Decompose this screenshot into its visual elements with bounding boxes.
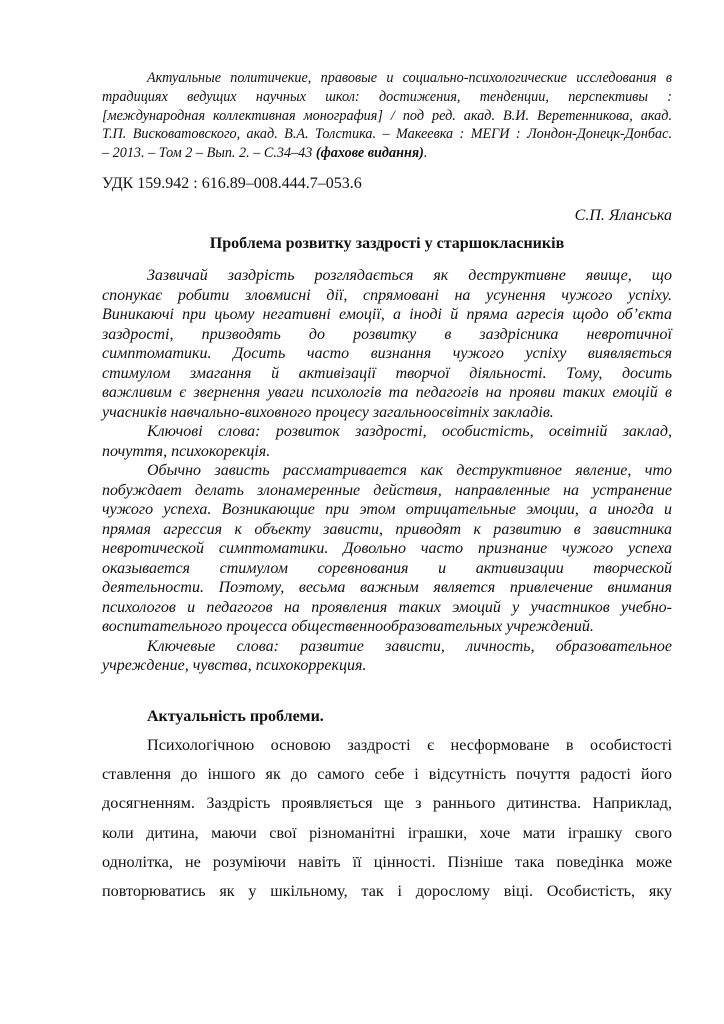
- body-line: Психологічною основою заздрості є несформоване в особистості: [147, 736, 672, 754]
- body-line: досягненням. Заздрість проявляється ще з раннього дитинства. Наприклад,: [102, 794, 672, 813]
- keywords-uk-line: почуття, психокорекція.: [102, 442, 271, 460]
- citation-line: Т.П. Висковатовского, акад. В.А. Толстика. – Макеевка : МЕГИ : Лондон-Донецк-Донбас.: [102, 126, 672, 142]
- abstract-ru-line: побуждает делать злонамеренные действия, направленные на устранение: [102, 481, 672, 499]
- abstract-uk-line: симптоматики. Досить часто визнання чужого успіху виявляється: [102, 345, 672, 362]
- abstract-uk-line: важливим є звернення уваги психологів та педагогів на прояви таких емоцій в: [102, 384, 672, 401]
- citation-punct: .: [423, 145, 428, 161]
- citation-source: – 2013. – Том 2 – Вып. 2. – С.34–43: [102, 145, 316, 161]
- keywords-ru-line: Ключевые слова: развитие зависти, личность, образовательное: [147, 637, 672, 655]
- abstract-ru-line: психологов и педагогов на проявления таких эмоций у участников учебно-: [102, 598, 672, 616]
- abstract-uk-line: заздрості, призводять до розвитку в заздрісника невротичної: [102, 325, 672, 343]
- abstract-uk-line: спонукає робити зловмисні дії, спрямовані на усунення чужого успіху.: [102, 286, 672, 304]
- author: С.П. Яланська: [574, 207, 672, 224]
- keywords-uk-line: Ключові слова: розвиток заздрості, особистість, освітній заклад,: [147, 423, 672, 440]
- abstract-ru-line: Обычно зависть рассматривается как деструктивное явление, что: [147, 462, 672, 479]
- abstract-ru-line: оказывается стимулом соревнования и активизации творческой: [102, 559, 672, 577]
- keywords-ru-line: учреждение, чувства, психокоррекция.: [102, 657, 367, 674]
- abstract-uk-line: стимулом змагання й активізації творчої діяльності. Тому, досить: [102, 364, 672, 382]
- abstract-uk-line: Виникаючі при цьому негативні емоції, а іноді й пряма агресія щодо об’єкта: [102, 306, 672, 323]
- section-heading: Актуальність проблеми.: [147, 708, 324, 725]
- citation-line: [международная коллективная монография] / под ред. акад. В.И. Веретенникова, акад.: [102, 108, 672, 124]
- abstract-ru-line: чужого успеха. Возникающие при этом отрицательные эмоции, а иногда и: [102, 501, 672, 518]
- abstract-ru-line: прямая агрессия к объекту зависти, приводят к развитию в завистника: [102, 520, 672, 538]
- abstract-uk-line: учасників навчально-виховного процесу загальноосвітніх закладів.: [102, 403, 554, 421]
- citation-line: [102, 146, 672, 160]
- body-line: коли дитина, маючи свої різноманітні іграшки, хоче мати іграшку свого: [102, 823, 672, 842]
- udk-code: УДК 159.942 : 616.89–008.444.7–053.6: [102, 175, 362, 192]
- abstract-uk-line: Зазвичай заздрість розглядається як деструктивне явище, що: [147, 267, 672, 284]
- citation-line: Актуальные политичекие, правовые и социально-психологические исследования в: [147, 70, 672, 86]
- body-line: повторюватись як у шкільному, так і дорослому віці. Особистість, яку: [102, 882, 672, 900]
- abstract-ru-line: невротической симптоматики. Довольно часто признание чужого успеха: [102, 540, 672, 557]
- body-line: однолітка, не розуміючи навіть її цінності. Пізніше така поведінка може: [102, 852, 672, 871]
- body-line: ставлення до іншого як до самого себе і відсутність почуття радості його: [102, 765, 672, 784]
- citation-note: (фахове видання): [315, 145, 424, 161]
- article-title: Проблема розвитку заздрості у старшокласників: [209, 235, 565, 252]
- abstract-ru-line: воспитательного процесса общественнообразовательных учреждений.: [102, 618, 594, 635]
- citation-line: традициях ведущих научных школ: достижения, тенденции, перспективы :: [102, 89, 672, 105]
- abstract-ru-line: деятельности. Поэтому, весьма важным является привлечение внимания: [102, 579, 672, 596]
